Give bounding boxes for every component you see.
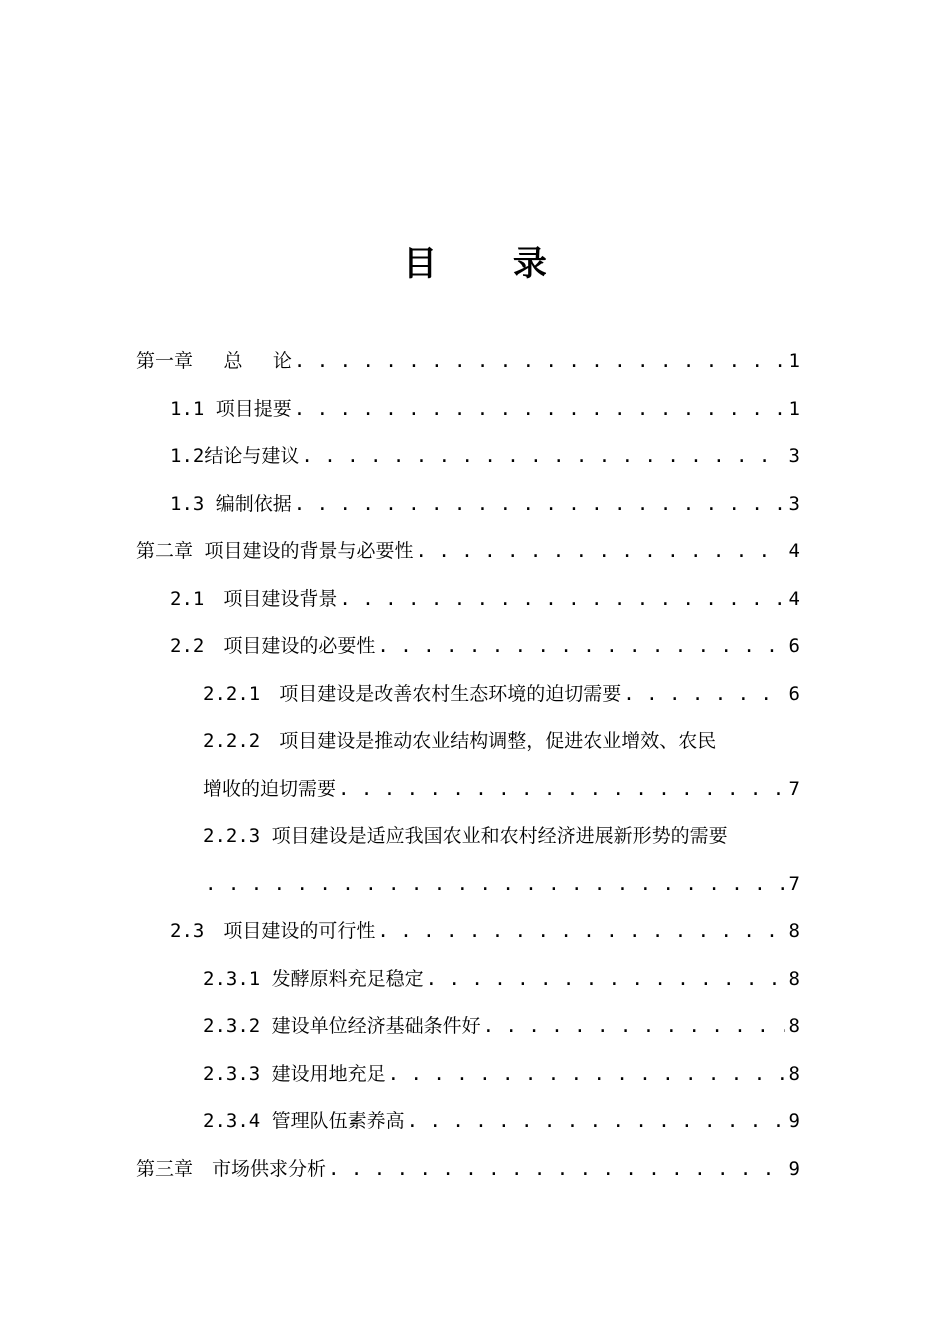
toc-entry-continued[interactable]	[0, 766, 950, 814]
toc-leader-dots	[415, 528, 784, 576]
toc-entry[interactable]	[0, 576, 950, 624]
toc-entry[interactable]	[0, 908, 950, 956]
toc-entry[interactable]	[0, 671, 950, 719]
toc-entry-page: 7	[788, 872, 800, 895]
toc-entry[interactable]	[0, 718, 950, 766]
toc-entry-page: 9	[788, 1157, 800, 1180]
toc-leader-dots	[407, 1098, 785, 1146]
toc-entry-label: 2.1 项目建设背景	[170, 587, 338, 610]
toc-entry-page: 3	[788, 445, 800, 467]
toc-entry-label: 第一章 总 论	[136, 350, 292, 372]
toc-entry[interactable]	[0, 813, 950, 861]
toc-entry[interactable]	[0, 386, 950, 434]
toc-entry-label: 1.2结论与建议	[170, 445, 300, 467]
toc-leader-dots	[294, 386, 785, 434]
toc-entry-label: 2.3.2 建设单位经济基础条件好	[203, 1015, 481, 1037]
toc-leader-dots	[623, 671, 784, 719]
toc-entry-label: 2.2.1 项目建设是改善农村生态环境的迫切需要	[203, 682, 622, 705]
toc-entry-page: 6	[788, 682, 800, 705]
toc-entry-label: 2.3 项目建设的可行性	[170, 920, 376, 942]
toc-entry-page: 9	[788, 1110, 800, 1132]
toc-entry[interactable]	[0, 481, 950, 529]
toc-entry-page: 4	[788, 587, 800, 610]
toc-entry[interactable]	[0, 1003, 950, 1051]
toc-leader-dots	[294, 481, 785, 529]
toc-entry-label: 2.2 项目建设的必要性	[170, 635, 376, 657]
toc-entry-page: 1	[788, 397, 800, 420]
toc-entry-label: 第二章 项目建设的背景与必要性	[136, 540, 414, 562]
toc-leader-dots	[338, 766, 785, 814]
toc-leader-dots	[426, 956, 785, 1004]
toc-entry[interactable]	[0, 623, 950, 671]
toc-title: 目 录	[403, 244, 579, 284]
toc-entry-page: 8	[788, 1015, 800, 1037]
toc-leader-dots	[205, 861, 785, 909]
toc-entry[interactable]	[0, 1051, 950, 1099]
toc-entry[interactable]	[0, 956, 950, 1004]
toc-entry-label: 2.3.4 管理队伍素养高	[203, 1110, 405, 1132]
toc-entry-label: 第三章 市场供求分析	[136, 1157, 327, 1180]
toc-entry[interactable]	[0, 433, 950, 481]
toc-leader-dots	[377, 908, 784, 956]
toc-leader-dots	[328, 1146, 785, 1194]
toc-entry-page: 1	[788, 350, 800, 372]
table-of-contents	[0, 338, 950, 1193]
toc-entry-page: 4	[788, 540, 800, 562]
toc-entry-label: 增收的迫切需要	[203, 777, 337, 800]
toc-entry-label: 1.1 项目提要	[170, 397, 292, 420]
toc-entry-page: 8	[788, 967, 800, 990]
toc-entry-label: 2.3.3 建设用地充足	[203, 1062, 386, 1085]
toc-entry-label: 2.2.2 项目建设是推动农业结构调整，促进农业增效、农民	[203, 730, 717, 752]
toc-entry-page: 7	[788, 777, 800, 800]
toc-leader-dots	[301, 433, 784, 481]
toc-leader-dots	[377, 623, 784, 671]
toc-entry-label: 2.3.1 发酵原料充足稳定	[203, 967, 424, 990]
toc-leader-dots	[339, 576, 784, 624]
toc-entry-page: 3	[788, 492, 800, 515]
toc-leader-dots	[388, 1051, 785, 1099]
toc-entry[interactable]	[0, 528, 950, 576]
toc-entry-label: 2.2.3 项目建设是适应我国农业和农村经济进展新形势的需要	[203, 825, 728, 847]
toc-entry[interactable]	[0, 338, 950, 386]
toc-entry-continued[interactable]	[0, 861, 950, 909]
toc-entry-label: 1.3 编制依据	[170, 492, 292, 515]
toc-entry[interactable]	[0, 1098, 950, 1146]
toc-entry[interactable]	[0, 1146, 950, 1194]
toc-leader-dots	[294, 338, 785, 386]
toc-entry-page: 8	[788, 920, 800, 942]
toc-leader-dots	[483, 1003, 785, 1051]
toc-entry-page: 6	[788, 635, 800, 657]
toc-entry-page: 8	[788, 1062, 800, 1085]
